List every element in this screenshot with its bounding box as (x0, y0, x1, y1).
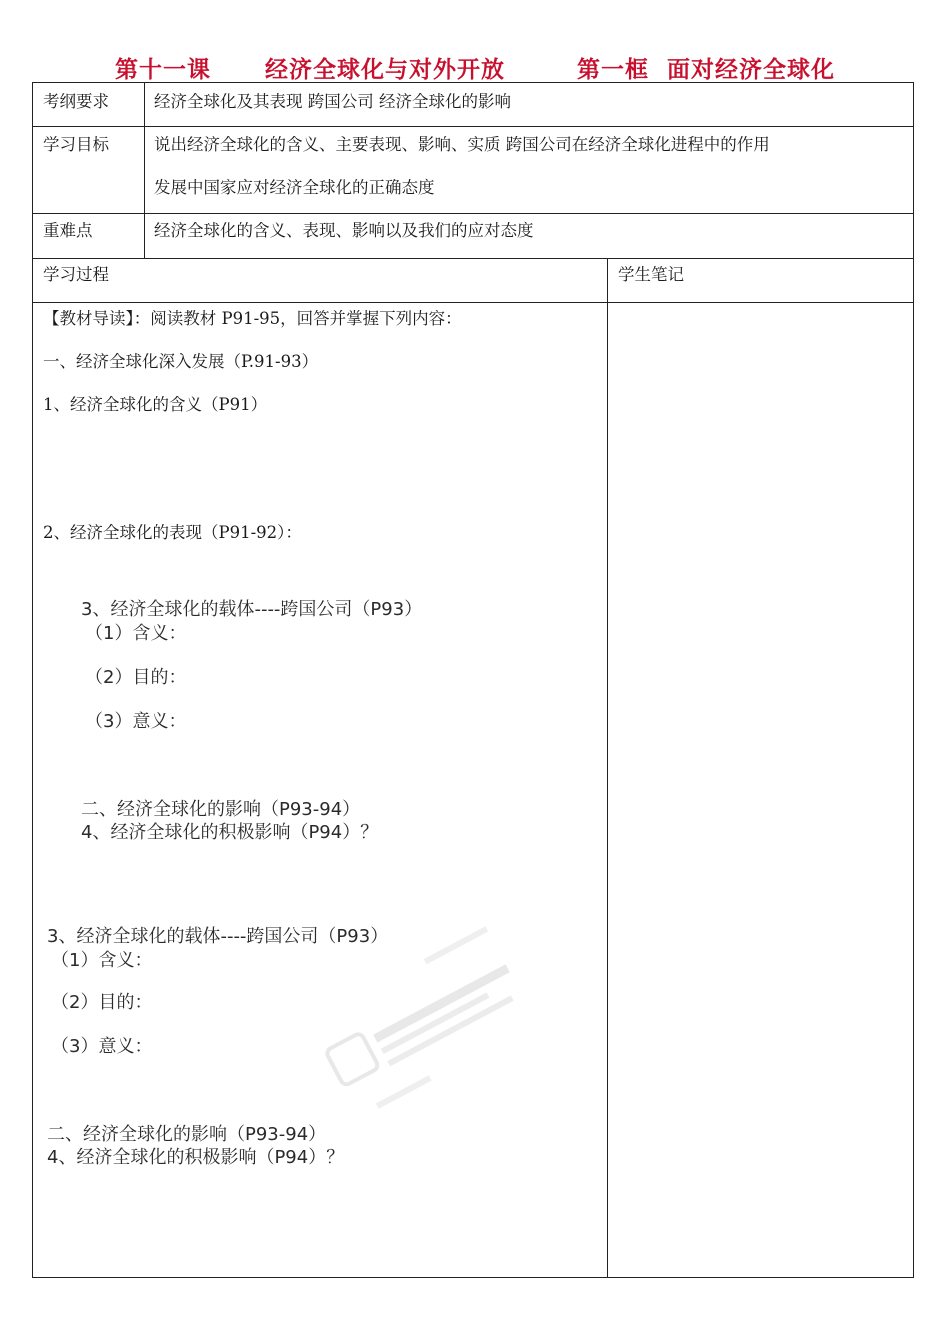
scan2-section-heading-2: 二、经济全球化的影响（P93-94） (47, 1124, 327, 1145)
difficulty-label: 重难点 (43, 221, 93, 240)
scan1-item-3: （3）意义： (85, 711, 187, 732)
scan2-item-2: （2）目的： (51, 992, 153, 1013)
scan2-question-4: 4、经济全球化的积极影响（P94）？ (47, 1147, 345, 1168)
scan1-question-4: 4、经济全球化的积极影响（P94）？ (81, 822, 379, 843)
process-column-header: 学习过程 (43, 265, 109, 284)
page-title: 第十一课 经济全球化与对外开放 第一框 面对经济全球化 (114, 57, 836, 83)
notes-column-header: 学生笔记 (618, 265, 684, 284)
section-heading-1: 一、经济全球化深入发展（P.91-93） (43, 352, 319, 371)
syllabus-content: 经济全球化及其表现 跨国公司 经济全球化的影响 (154, 92, 511, 111)
objectives-line-1: 说出经济全球化的含义、主要表现、影响、实质 跨国公司在经济全球化进程中的作用 (154, 135, 770, 154)
scan1-question-3: 3、经济全球化的载体----跨国公司（P93） (81, 599, 423, 620)
scan2-item-3: （3）意义： (51, 1036, 153, 1057)
scan2-item-1: （1）含义： (51, 950, 153, 971)
objectives-line-2: 发展中国家应对经济全球化的正确态度 (154, 178, 435, 197)
objectives-label: 学习目标 (43, 135, 109, 154)
scan1-item-1: （1）含义： (85, 623, 187, 644)
study-sheet-table (32, 82, 914, 1278)
reading-guide: 【教材导读】：阅读教材 P91-95，回答并掌握下列内容： (43, 309, 462, 328)
notes-column-divider (607, 258, 608, 1278)
row-divider (33, 213, 913, 214)
label-column-divider (144, 83, 145, 258)
scan1-item-2: （2）目的： (85, 667, 187, 688)
row-divider (33, 126, 913, 127)
row-divider (33, 258, 913, 259)
syllabus-label: 考纲要求 (43, 92, 109, 111)
scan2-question-3: 3、经济全球化的载体----跨国公司（P93） (47, 926, 389, 947)
question-2: 2、经济全球化的表现（P91-92）： (43, 523, 302, 542)
question-1: 1、经济全球化的含义（P91） (43, 395, 268, 414)
row-divider (33, 302, 913, 303)
difficulty-content: 经济全球化的含义、表现、影响以及我们的应对态度 (154, 221, 534, 240)
scan1-section-heading-2: 二、经济全球化的影响（P93-94） (81, 799, 361, 820)
